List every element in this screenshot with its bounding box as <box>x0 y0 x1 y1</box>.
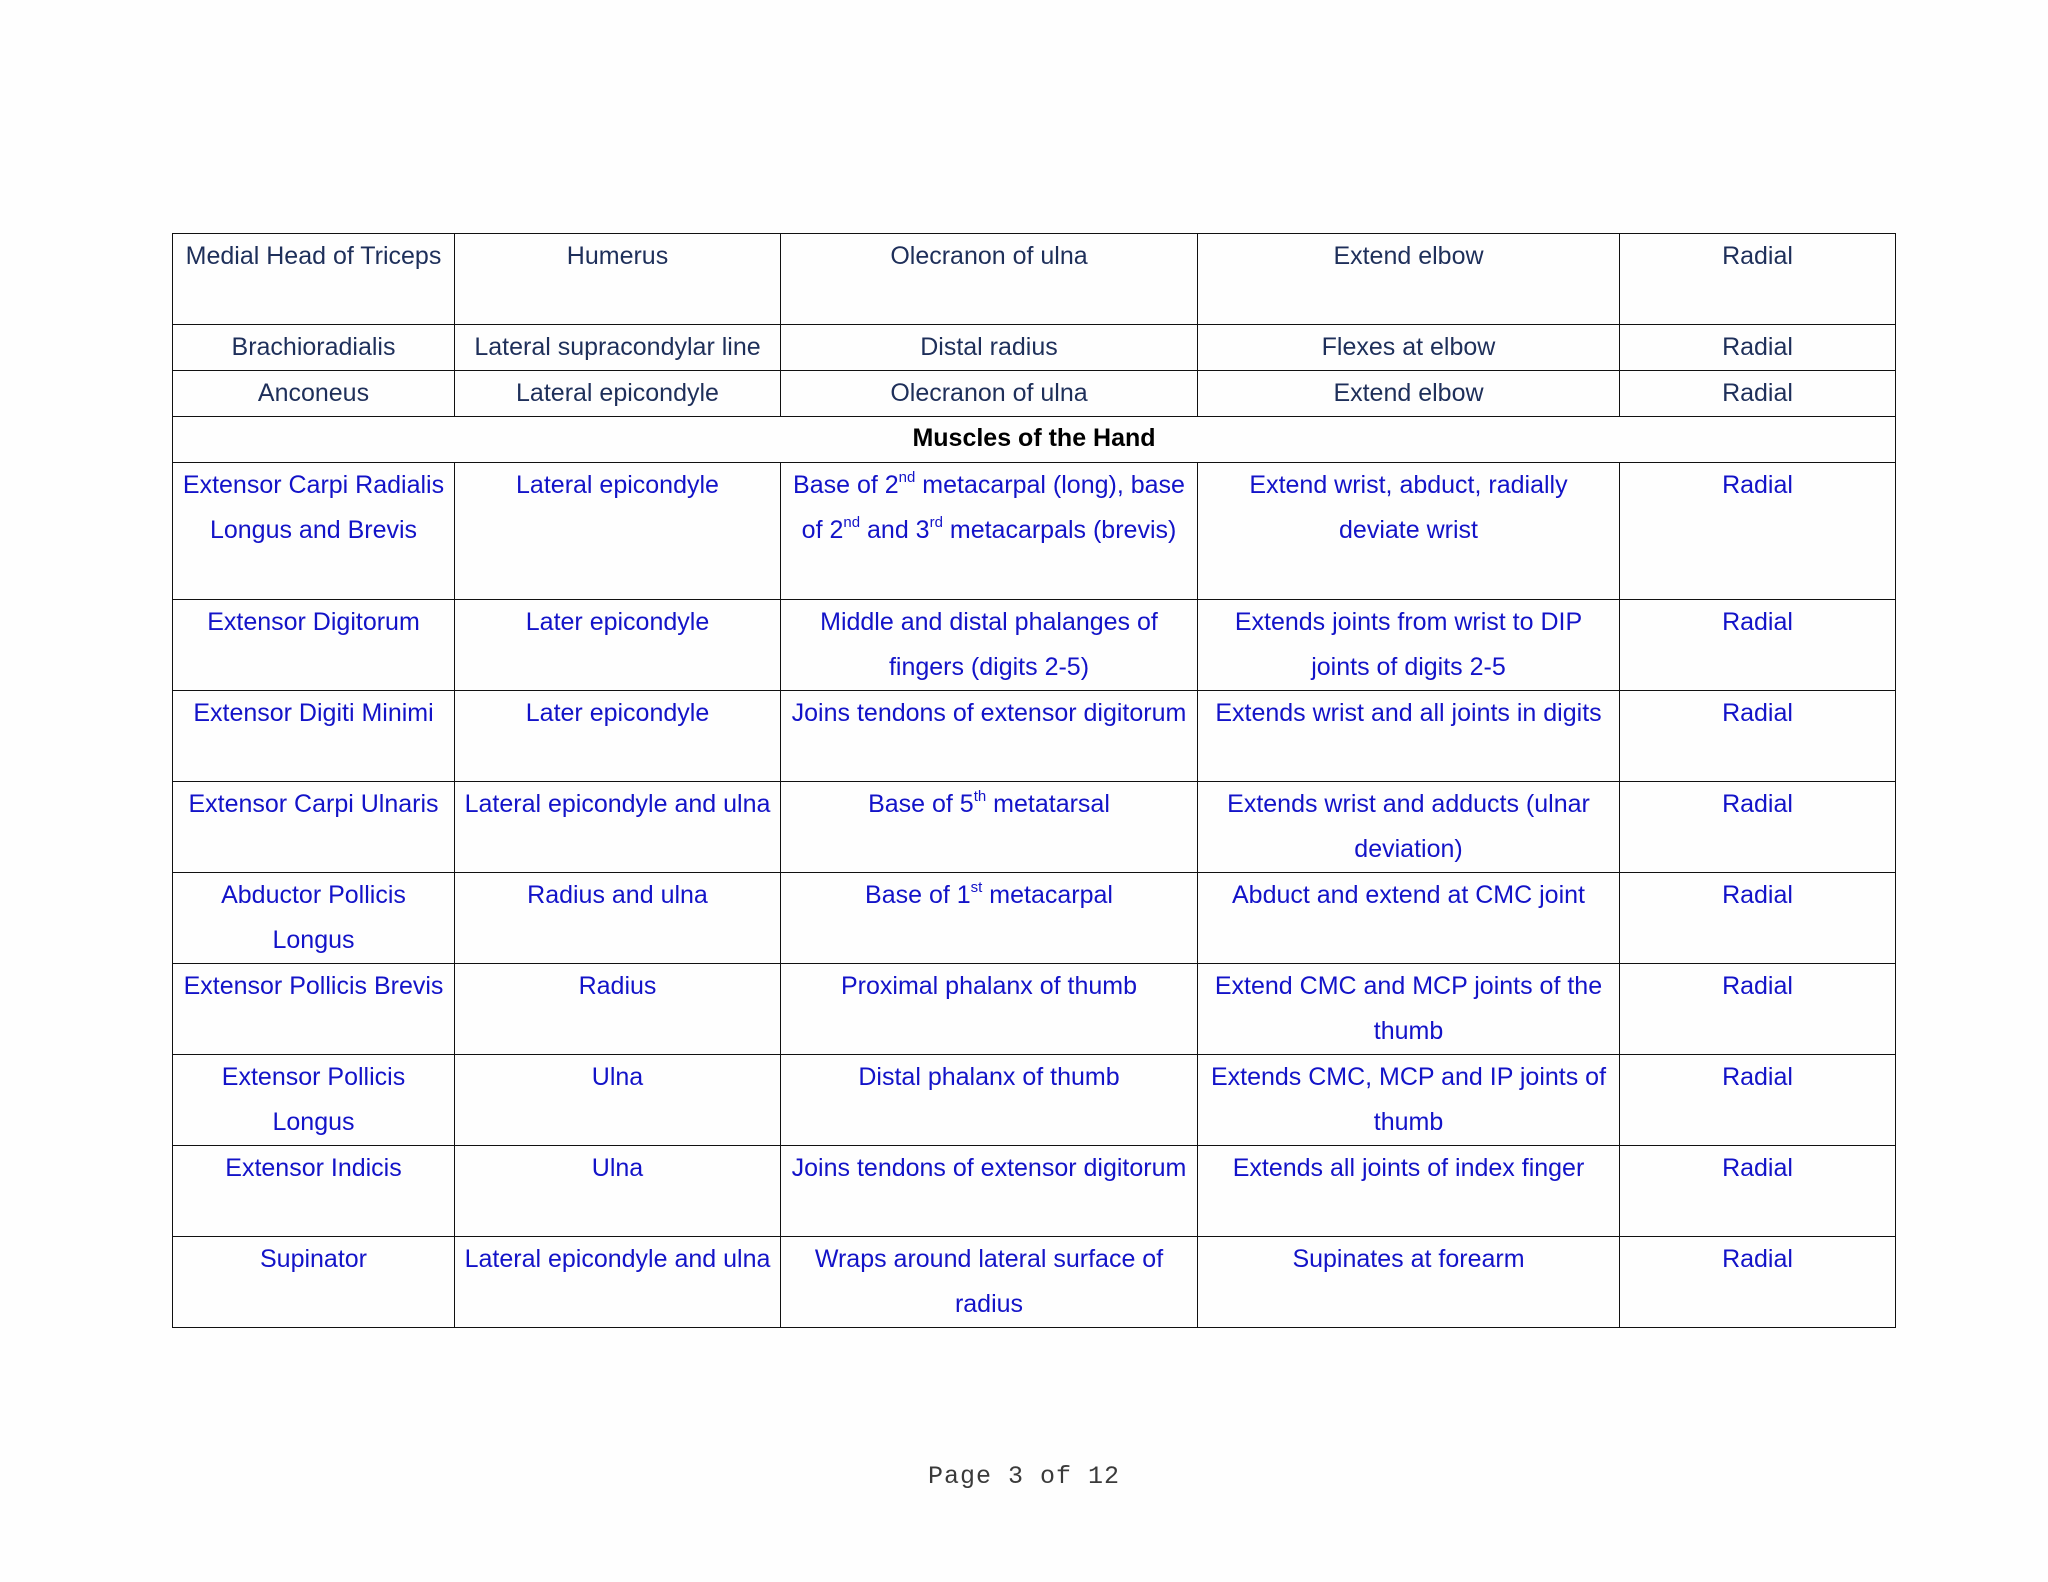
muscle-cell: Abductor Pollicis Longus <box>173 873 455 964</box>
insertion-text: metacarpals (brevis) <box>942 516 1177 544</box>
insertion-cell: Olecranon of ulna <box>781 234 1198 325</box>
origin-cell: Lateral supracondylar line <box>455 325 781 371</box>
insertion-text: Base of 1 <box>865 881 971 909</box>
nerve-cell: Radial <box>1620 691 1896 782</box>
nerve-cell: Radial <box>1620 600 1896 691</box>
insertion-text: Base of 5 <box>868 790 974 818</box>
action-cell: Extend elbow <box>1198 371 1620 417</box>
origin-cell: Lateral epicondyle <box>455 463 781 600</box>
action-cell: Extends CMC, MCP and IP joints of thumb <box>1198 1055 1620 1146</box>
section-header-row <box>173 417 1896 463</box>
insertion-text: Base of 2 <box>793 471 899 499</box>
origin-cell: Lateral epicondyle and ulna <box>455 782 781 873</box>
muscle-cell: Extensor Digiti Minimi <box>173 691 455 782</box>
nerve-cell: Radial <box>1620 964 1896 1055</box>
ordinal-suffix: nd <box>843 514 861 531</box>
muscle-cell: Extensor Indicis <box>173 1146 455 1237</box>
muscle-cell: Brachioradialis <box>173 325 455 371</box>
muscle-cell: Medial Head of Triceps <box>173 234 455 325</box>
origin-cell: Later epicondyle <box>455 600 781 691</box>
origin-cell: Later epicondyle <box>455 691 781 782</box>
insertion-text: metacarpal (long), base of 2 <box>801 471 1185 544</box>
origin-cell: Humerus <box>455 234 781 325</box>
nerve-cell: Radial <box>1620 325 1896 371</box>
table-row <box>173 782 1896 873</box>
table-row <box>173 371 1896 417</box>
action-cell: Abduct and extend at CMC joint <box>1198 873 1620 964</box>
action-cell: Extend wrist, abduct, radially deviate wrist <box>1198 463 1620 600</box>
table-row <box>173 325 1896 371</box>
ordinal-suffix: th <box>973 788 987 805</box>
muscle-cell: Extensor Carpi Radialis Longus and Brevis <box>173 463 455 600</box>
table-row <box>173 1237 1896 1328</box>
muscle-cell: Extensor Pollicis Brevis <box>173 964 455 1055</box>
ordinal-suffix: nd <box>898 469 916 486</box>
table-row <box>173 463 1896 600</box>
action-cell: Supinates at forearm <box>1198 1237 1620 1328</box>
nerve-cell: Radial <box>1620 371 1896 417</box>
table-row <box>173 964 1896 1055</box>
table-row <box>173 1146 1896 1237</box>
nerve-cell: Radial <box>1620 1146 1896 1237</box>
insertion-cell: Joins tendons of extensor digitorum <box>781 691 1198 782</box>
table-row <box>173 234 1896 325</box>
insertion-text: metacarpal <box>982 881 1113 909</box>
action-cell: Extend elbow <box>1198 234 1620 325</box>
nerve-cell: Radial <box>1620 1055 1896 1146</box>
insertion-text: metatarsal <box>986 790 1110 818</box>
muscle-cell: Extensor Digitorum <box>173 600 455 691</box>
action-cell: Extends wrist and all joints in digits <box>1198 691 1620 782</box>
insertion-cell: Joins tendons of extensor digitorum <box>781 1146 1198 1237</box>
action-cell: Extends joints from wrist to DIP joints of digits 2-5 <box>1198 600 1620 691</box>
insertion-cell <box>781 463 1198 600</box>
nerve-cell: Radial <box>1620 234 1896 325</box>
insertion-cell: Proximal phalanx of thumb <box>781 964 1198 1055</box>
nerve-cell: Radial <box>1620 782 1896 873</box>
insertion-text: and 3 <box>860 516 930 544</box>
origin-cell: Lateral epicondyle and ulna <box>455 1237 781 1328</box>
action-cell: Extend CMC and MCP joints of the thumb <box>1198 964 1620 1055</box>
action-cell: Extends wrist and adducts (ulnar deviation) <box>1198 782 1620 873</box>
insertion-cell <box>781 873 1198 964</box>
muscle-table <box>172 233 1896 1328</box>
origin-cell: Lateral epicondyle <box>455 371 781 417</box>
muscle-cell: Anconeus <box>173 371 455 417</box>
action-cell: Flexes at elbow <box>1198 325 1620 371</box>
insertion-cell <box>781 782 1198 873</box>
nerve-cell: Radial <box>1620 463 1896 600</box>
ordinal-suffix: st <box>970 879 983 896</box>
section-title: Muscles of the Hand <box>173 417 1896 463</box>
nerve-cell: Radial <box>1620 873 1896 964</box>
nerve-cell: Radial <box>1620 1237 1896 1328</box>
origin-cell: Ulna <box>455 1055 781 1146</box>
page-number: Page 3 of 12 <box>927 1462 1121 1491</box>
muscle-cell: Extensor Carpi Ulnaris <box>173 782 455 873</box>
insertion-cell: Wraps around lateral surface of radius <box>781 1237 1198 1328</box>
action-cell: Extends all joints of index finger <box>1198 1146 1620 1237</box>
muscle-cell: Extensor Pollicis Longus <box>173 1055 455 1146</box>
ordinal-suffix: rd <box>929 514 943 531</box>
origin-cell: Radius <box>455 964 781 1055</box>
table-row <box>173 873 1896 964</box>
insertion-cell: Middle and distal phalanges of fingers (digits 2-5) <box>781 600 1198 691</box>
insertion-cell: Distal phalanx of thumb <box>781 1055 1198 1146</box>
table-row <box>173 1055 1896 1146</box>
insertion-cell: Distal radius <box>781 325 1198 371</box>
table-row <box>173 691 1896 782</box>
origin-cell: Ulna <box>455 1146 781 1237</box>
origin-cell: Radius and ulna <box>455 873 781 964</box>
muscle-cell: Supinator <box>173 1237 455 1328</box>
insertion-cell: Olecranon of ulna <box>781 371 1198 417</box>
table-row <box>173 600 1896 691</box>
